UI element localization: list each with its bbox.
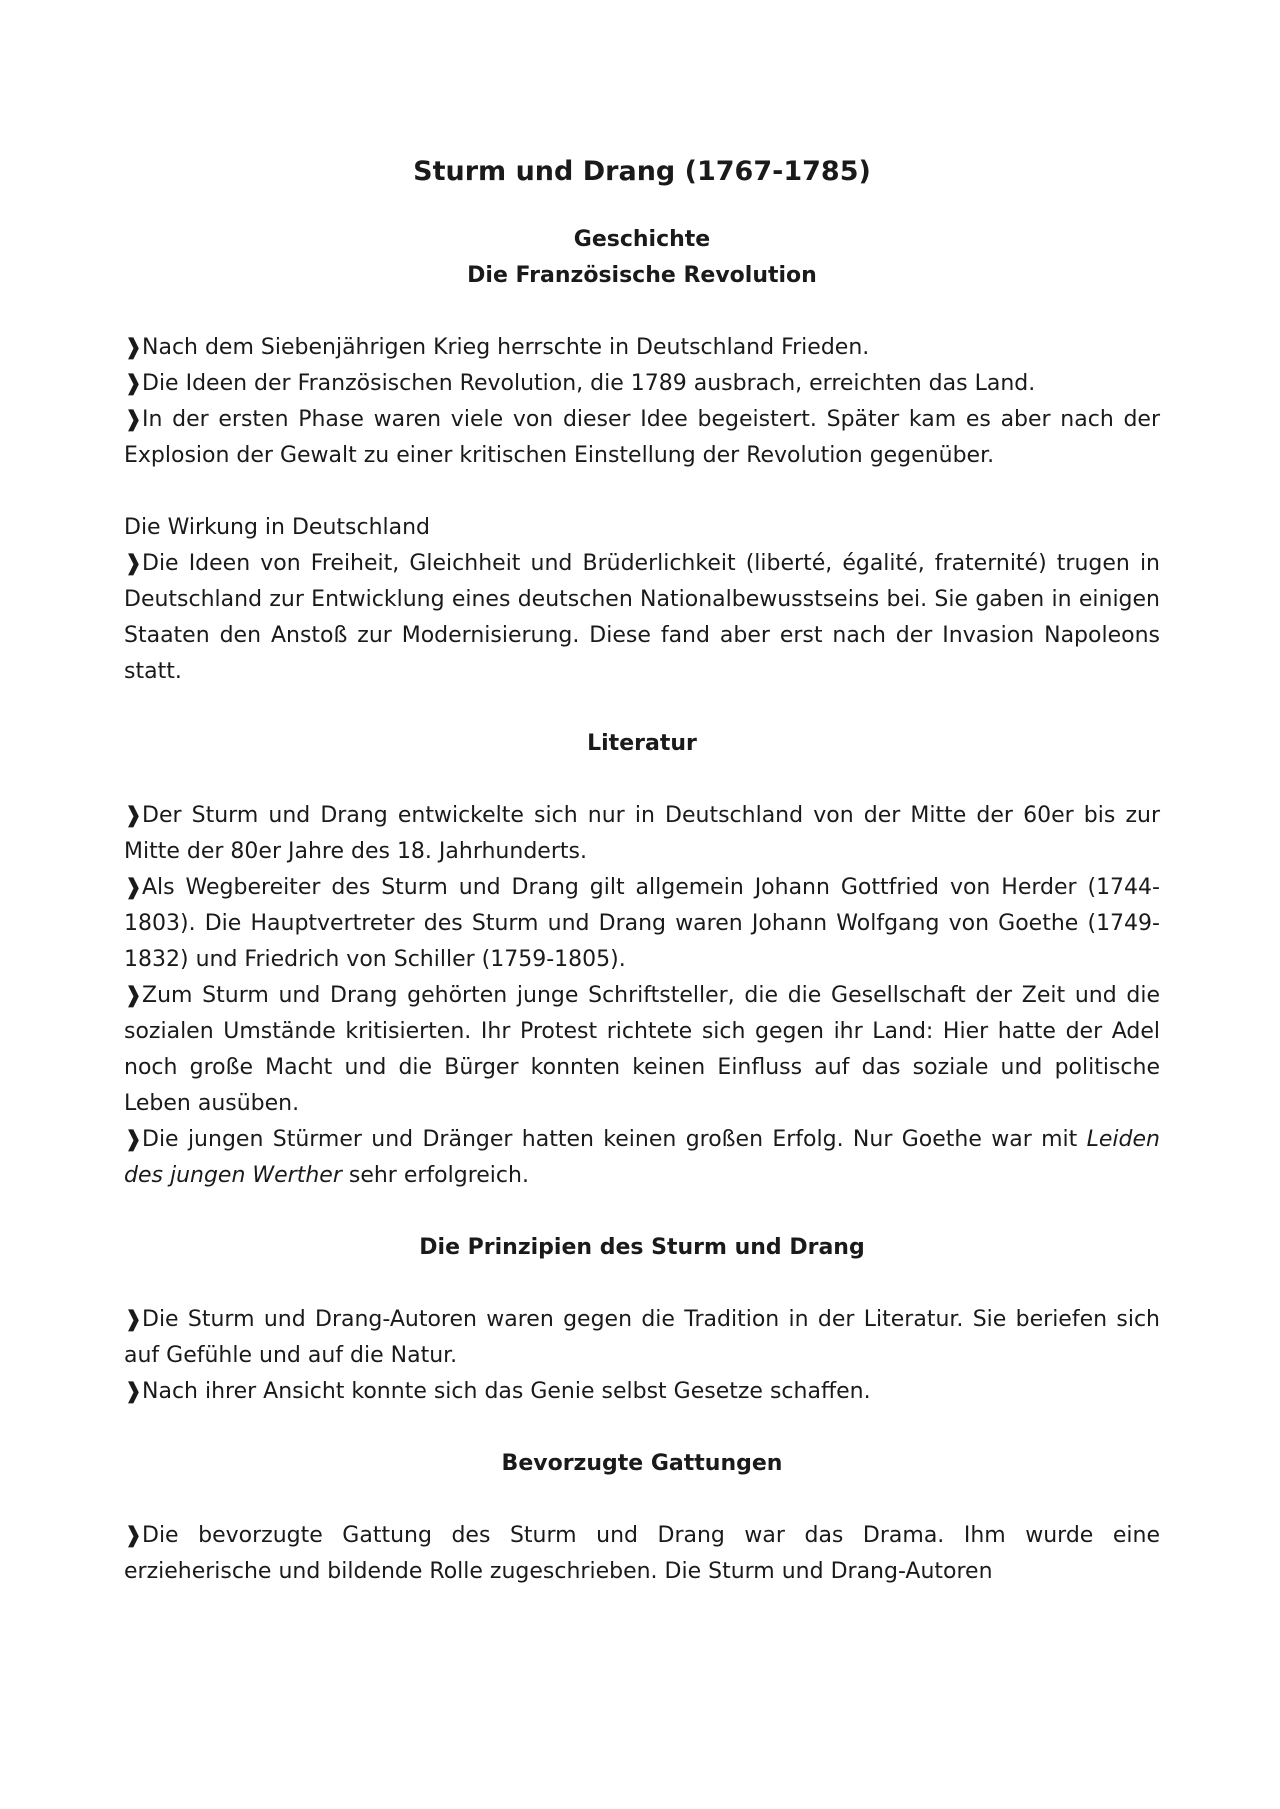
work-title: Leiden des jungen Werther: [124, 1127, 1160, 1188]
bullet-icon: ❱: [124, 1307, 143, 1332]
principles-heading: Die Prinzipien des Sturm und Drang: [419, 1235, 865, 1260]
bullet-icon: ❱: [124, 1379, 143, 1404]
bullet-icon: ❱: [124, 1523, 143, 1548]
list-item: ❱Nach ihrer Ansicht konnte sich das Genie selbst Gesetze schaffen.: [124, 1374, 1160, 1410]
bullet-icon: ❱: [124, 371, 143, 396]
literature-heading: Literatur: [587, 731, 697, 756]
principles-bullets: [124, 1302, 1160, 1410]
bullet-icon: ❱: [124, 875, 143, 900]
list-item: ❱In der ersten Phase waren viele von dieser Idee begeistert. Später kam es aber nach der Explosion der Gewalt zu einer kritischen Einstellung der Revolution gegenüber.: [124, 402, 1160, 474]
list-item: ❱Die bevorzugte Gattung des Sturm und Drang war das Drama. Ihm wurde eine erzieherische und bildende Rolle zugeschrieben. Die Sturm und Drang-Autoren: [124, 1518, 1160, 1590]
genres-heading: Bevorzugte Gattungen: [501, 1451, 783, 1476]
bullet-icon: ❱: [124, 407, 143, 432]
bullet-icon: ❱: [124, 551, 143, 576]
effect-section: [124, 510, 1160, 690]
literature-bullets: [124, 798, 1160, 1194]
bullet-icon: ❱: [124, 803, 143, 828]
list-item: ❱Die Sturm und Drang-Autoren waren gegen die Tradition in der Literatur. Sie beriefen sich auf Gefühle und auf die Natur.: [124, 1302, 1160, 1374]
document-title: Sturm und Drang (1767-1785): [413, 156, 871, 187]
bullet-icon: ❱: [124, 1127, 143, 1152]
list-item: ❱Die Ideen der Französischen Revolution, die 1789 ausbrach, erreichten das Land.: [124, 366, 1160, 402]
list-item: ❱Als Wegbereiter des Sturm und Drang gilt allgemein Johann Gottfried von Herder (1744-1803). Die Hauptvertreter des Sturm und Drang waren Johann Wolfgang von Goethe (1749-1832) und Friedrich von Schiller (1759-1805).: [124, 870, 1160, 978]
bullet-icon: ❱: [124, 983, 143, 1008]
effect-label: Die Wirkung in Deutschland: [124, 515, 431, 540]
document-page: [124, 152, 1160, 1626]
history-heading: Geschichte: [573, 227, 711, 252]
bullet-icon: ❱: [124, 335, 143, 360]
revolution-subheading: Die Französische Revolution: [467, 263, 817, 288]
list-item: ❱Der Sturm und Drang entwickelte sich nur in Deutschland von der Mitte der 60er bis zur Mitte der 80er Jahre des 18. Jahrhunderts.: [124, 798, 1160, 870]
list-item: ❱Zum Sturm und Drang gehörten junge Schriftsteller, die die Gesellschaft der Zeit und die sozialen Umstände kritisierten. Ihr Protest richtete sich gegen ihr Land: Hier hatte der Adel noch große Macht und die Bürger konnten keinen Einfluss auf das soziale und politische Leben ausüben.: [124, 978, 1160, 1122]
list-item: ❱Die jungen Stürmer und Dränger hatten keinen großen Erfolg. Nur Goethe war mit Leiden des jungen Werther sehr erfolgreich.: [124, 1122, 1160, 1194]
list-item: ❱Nach dem Siebenjährigen Krieg herrschte in Deutschland Frieden.: [124, 330, 1160, 366]
history-heading-block: [124, 222, 1160, 294]
genres-bullets: [124, 1518, 1160, 1590]
history-bullets: [124, 330, 1160, 474]
list-item: ❱Die Ideen von Freiheit, Gleichheit und Brüderlichkeit (liberté, égalité, fraternité) trugen in Deutschland zur Entwicklung eines deutschen Nationalbewusstseins bei. Sie gaben in einigen Staaten den Anstoß zur Modernisierung. Diese fand aber erst nach der Invasion Napoleons statt.: [124, 546, 1160, 690]
